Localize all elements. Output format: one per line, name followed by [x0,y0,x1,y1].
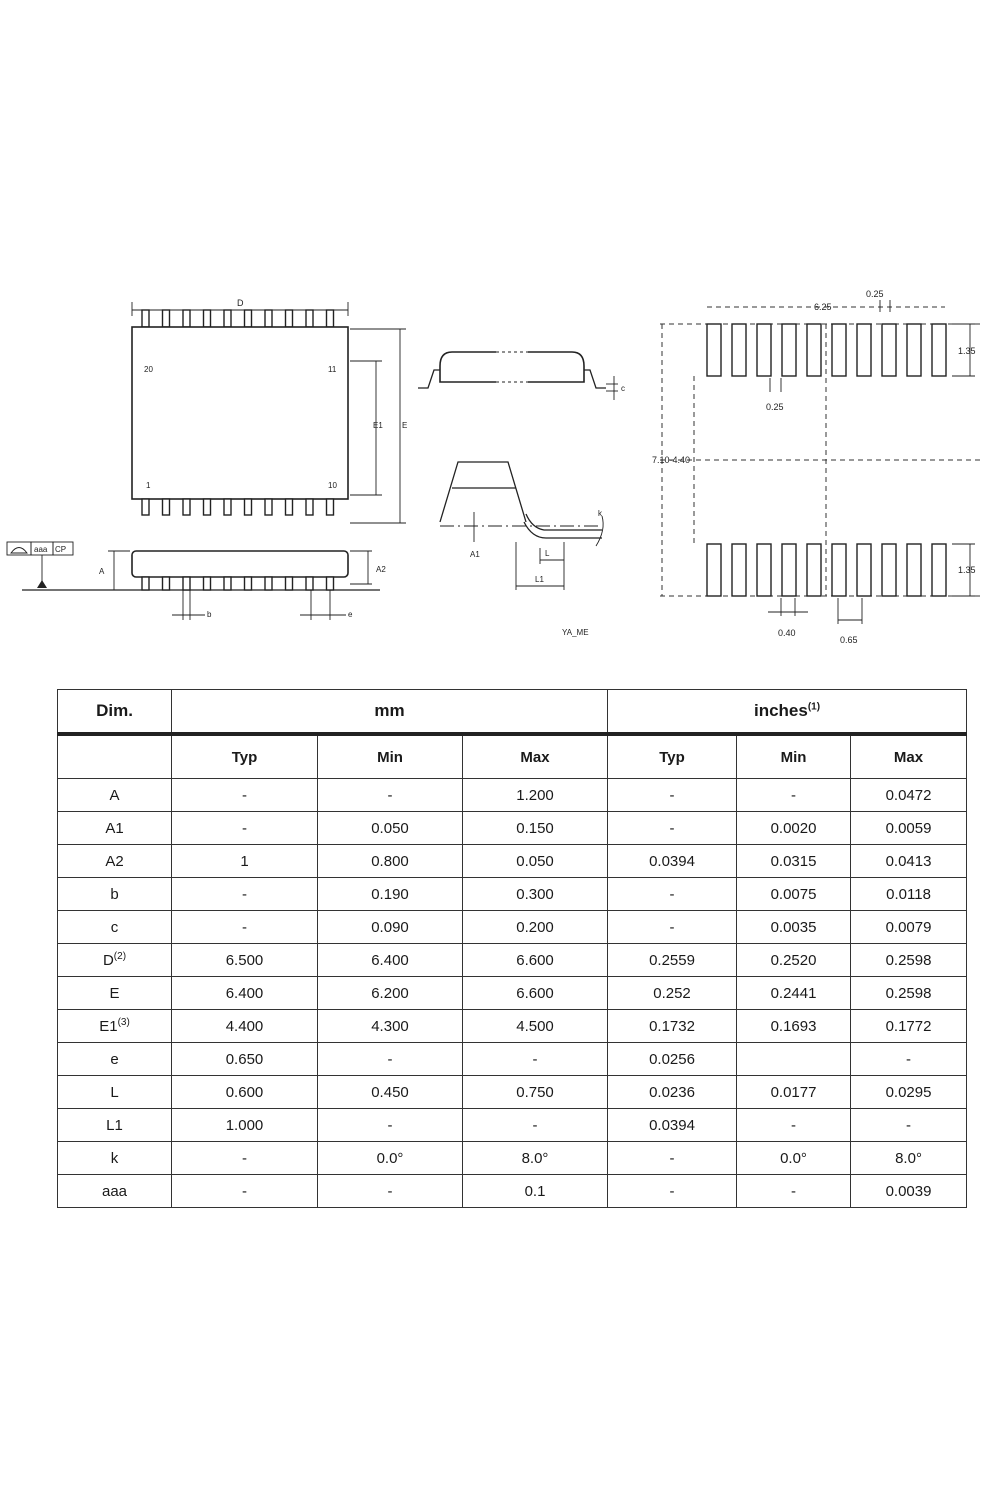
value-cell: 0.750 [463,1076,608,1109]
value-cell: 0.300 [463,878,608,911]
pin [224,310,231,327]
package-body [132,327,348,499]
side-view [7,542,386,620]
value-cell: 0.190 [318,878,463,911]
footprint-pad [932,544,946,596]
pin [306,310,313,327]
value-cell: 0.0394 [608,845,737,878]
row-dim-cell: $D^{(2)}$ [58,944,172,977]
footprint-pad [807,324,821,376]
side-leads [142,577,334,590]
value-cell: - [608,911,737,944]
value-cell: 0.0075 [737,878,851,911]
row-dim-cell: e [58,1043,172,1076]
value-cell: 4.500 [463,1010,608,1043]
table-row [58,779,967,812]
row-dim-cell: A [58,779,172,812]
drawing-ref: YA_ME [562,628,589,637]
value-cell: 1 [172,845,318,878]
pin [224,499,231,515]
value-cell: 6.600 [463,977,608,1010]
footprint-pad [732,544,746,596]
table-row [58,1010,967,1043]
row-dim-cell: A1 [58,812,172,845]
lead [224,577,231,590]
footprint-pad [857,544,871,596]
dim-pitch: 0.65 [840,635,858,645]
value-cell: 0.0394 [608,1109,737,1142]
value-cell: 0.0118 [851,878,967,911]
table-row [58,845,967,878]
pin [163,310,170,327]
footprint-pad [707,544,721,596]
pin [245,499,252,515]
tolerance-datum: CP [55,545,67,554]
value-cell: - [172,779,318,812]
table-row [58,911,967,944]
lead [265,577,272,590]
value-cell: 0.090 [318,911,463,944]
subheader-mm-min: Min [318,734,463,779]
pin [265,499,272,515]
subheader-in-min: Min [737,734,851,779]
top-pins-lower [142,499,334,515]
value-cell: 0.650 [172,1043,318,1076]
dim-pad-width-top: 0.25 [866,289,884,299]
subheader-in-max: Max [851,734,967,779]
value-cell: - [851,1109,967,1142]
dim-A-label: A [99,567,105,576]
header-dim: Dim. [58,690,172,735]
pin [142,499,149,515]
row-dim-cell: E [58,977,172,1010]
value-cell: 0.0020 [737,812,851,845]
value-cell: 0.050 [318,812,463,845]
value-cell: 0.0256 [608,1043,737,1076]
value-cell: - [737,1109,851,1142]
value-cell: 0.450 [318,1076,463,1109]
pin [245,310,252,327]
table-row [58,1076,967,1109]
value-cell: 0.1732 [608,1010,737,1043]
dimension-table [57,689,967,1208]
value-cell: 0.2598 [851,977,967,1010]
footprint-pad [782,544,796,596]
value-cell: 0.150 [463,812,608,845]
footprint-pad [932,324,946,376]
lead [286,577,293,590]
dim-gap: 0.25 [766,402,784,412]
value-cell: 6.400 [172,977,318,1010]
value-cell: 0.0177 [737,1076,851,1109]
dim-E-label: E [402,421,408,430]
value-cell: - [318,779,463,812]
end-view [418,352,625,400]
pin [183,310,190,327]
table-header-row [58,690,967,735]
pin [142,310,149,327]
value-cell: 0.2441 [737,977,851,1010]
lead [183,577,190,590]
value-cell: 0.1 [463,1175,608,1208]
lead [306,577,313,590]
value-cell: 0.800 [318,845,463,878]
value-cell: - [737,779,851,812]
value-cell: - [608,878,737,911]
value-cell: 0.0059 [851,812,967,845]
value-cell: 0.0315 [737,845,851,878]
footprint-pad [907,544,921,596]
pads-top-row [707,324,946,376]
value-cell: - [318,1043,463,1076]
package-drawing [0,280,1000,660]
dim-pitch-span: 6.25 [814,302,832,312]
row-dim-cell: L1 [58,1109,172,1142]
lead [142,577,149,590]
footprint-pad [707,324,721,376]
row-dim-cell: c [58,911,172,944]
footprint-pad [882,324,896,376]
footprint-pad [857,324,871,376]
header-mm: mm [172,690,608,735]
value-cell: 0.600 [172,1076,318,1109]
value-cell: 0.0039 [851,1175,967,1208]
value-cell: 0.200 [463,911,608,944]
table-row [58,1175,967,1208]
footprint-pad [807,544,821,596]
subheader-in-typ: Typ [608,734,737,779]
row-dim-cell: aaa [58,1175,172,1208]
value-cell: 1.200 [463,779,608,812]
dim-pad-length-top: 1.35 [958,346,976,356]
value-cell: 8.0° [851,1142,967,1175]
dim-A2-label: A2 [376,565,386,574]
dim-e-label: e [348,610,353,619]
value-cell: - [737,1175,851,1208]
value-cell: 6.600 [463,944,608,977]
value-cell: - [172,1142,318,1175]
value-cell: - [318,1109,463,1142]
pin [163,499,170,515]
row-dim-cell: b [58,878,172,911]
pin [306,499,313,515]
value-cell: 0.0° [737,1142,851,1175]
value-cell: 0.1772 [851,1010,967,1043]
value-cell: 0.0472 [851,779,967,812]
subheader-mm-typ: Typ [172,734,318,779]
dim-pad-length-bottom: 1.35 [958,565,976,575]
value-cell: - [318,1175,463,1208]
lead [327,577,334,590]
value-cell: 6.400 [318,944,463,977]
dim-L-label: L [545,549,550,558]
pin [183,499,190,515]
pin [265,310,272,327]
value-cell: 0.1693 [737,1010,851,1043]
value-cell: 8.0° [463,1142,608,1175]
value-cell: 0.0035 [737,911,851,944]
table-row [58,944,967,977]
footprint-pad [882,544,896,596]
dim-L1-label: L1 [535,575,544,584]
value-cell: 0.2559 [608,944,737,977]
value-cell: 0.050 [463,845,608,878]
pin-10-label: 10 [328,481,337,490]
value-cell: 6.200 [318,977,463,1010]
lead-detail [440,462,603,590]
row-dim-cell: A2 [58,845,172,878]
footprint-pad [832,324,846,376]
value-cell: - [172,1175,318,1208]
footprint-pad [757,544,771,596]
pin-1-label: 1 [146,481,151,490]
value-cell: - [463,1043,608,1076]
footprint [652,289,980,645]
pin [286,499,293,515]
footprint-pad [782,324,796,376]
pin-11-label: 11 [328,365,337,374]
value-cell: - [608,1175,737,1208]
value-cell: 0.0236 [608,1076,737,1109]
row-dim-cell: L [58,1076,172,1109]
dim-c-label: c [621,384,625,393]
value-cell: 4.300 [318,1010,463,1043]
table-row [58,977,967,1010]
value-cell: 0.252 [608,977,737,1010]
top-view [132,298,407,523]
table-row [58,1142,967,1175]
pin [327,499,334,515]
dim-b-label: b [207,610,212,619]
pin [327,310,334,327]
table-row [58,812,967,845]
value-cell: 0.0079 [851,911,967,944]
subheader-mm-max: Max [463,734,608,779]
pin [204,310,211,327]
value-cell: - [608,1142,737,1175]
table-subheader-row [58,734,967,779]
value-cell: 1.000 [172,1109,318,1142]
pin [286,310,293,327]
dim-D-label: D [237,298,244,308]
lead [204,577,211,590]
value-cell: 6.500 [172,944,318,977]
row-dim-cell: k [58,1142,172,1175]
top-pins-upper [142,310,334,327]
lead [163,577,170,590]
value-cell: 0.2520 [737,944,851,977]
footprint-pad [832,544,846,596]
dim-E1-label: E1 [373,421,383,430]
value-cell: - [463,1109,608,1142]
value-cell: 0.2598 [851,944,967,977]
value-cell: 0.0295 [851,1076,967,1109]
side-body [132,551,348,577]
pin [204,499,211,515]
value-cell: 4.400 [172,1010,318,1043]
pin-20-label: 20 [144,365,153,374]
value-cell [737,1043,851,1076]
value-cell: - [172,878,318,911]
dim-k-label: k [598,509,602,518]
value-cell: - [608,779,737,812]
value-cell: - [172,812,318,845]
table-row [58,878,967,911]
dim-pad-width-bottom: 0.40 [778,628,796,638]
footprint-pad [757,324,771,376]
dim-row-span: 7.10-4.40 [652,455,691,465]
value-cell: 0.0413 [851,845,967,878]
footprint-pad [907,324,921,376]
value-cell: - [608,812,737,845]
value-cell: - [851,1043,967,1076]
tolerance-value: aaa [34,545,48,554]
table-row [58,1109,967,1142]
footprint-pad [732,324,746,376]
lead [245,577,252,590]
dim-A1-label: A1 [470,550,480,559]
table-row [58,1043,967,1076]
value-cell: 0.0° [318,1142,463,1175]
value-cell: - [172,911,318,944]
header-inches: inches$^{(1)}$ [608,690,967,735]
row-dim-cell: E1$^{(3)}$ [58,1010,172,1043]
